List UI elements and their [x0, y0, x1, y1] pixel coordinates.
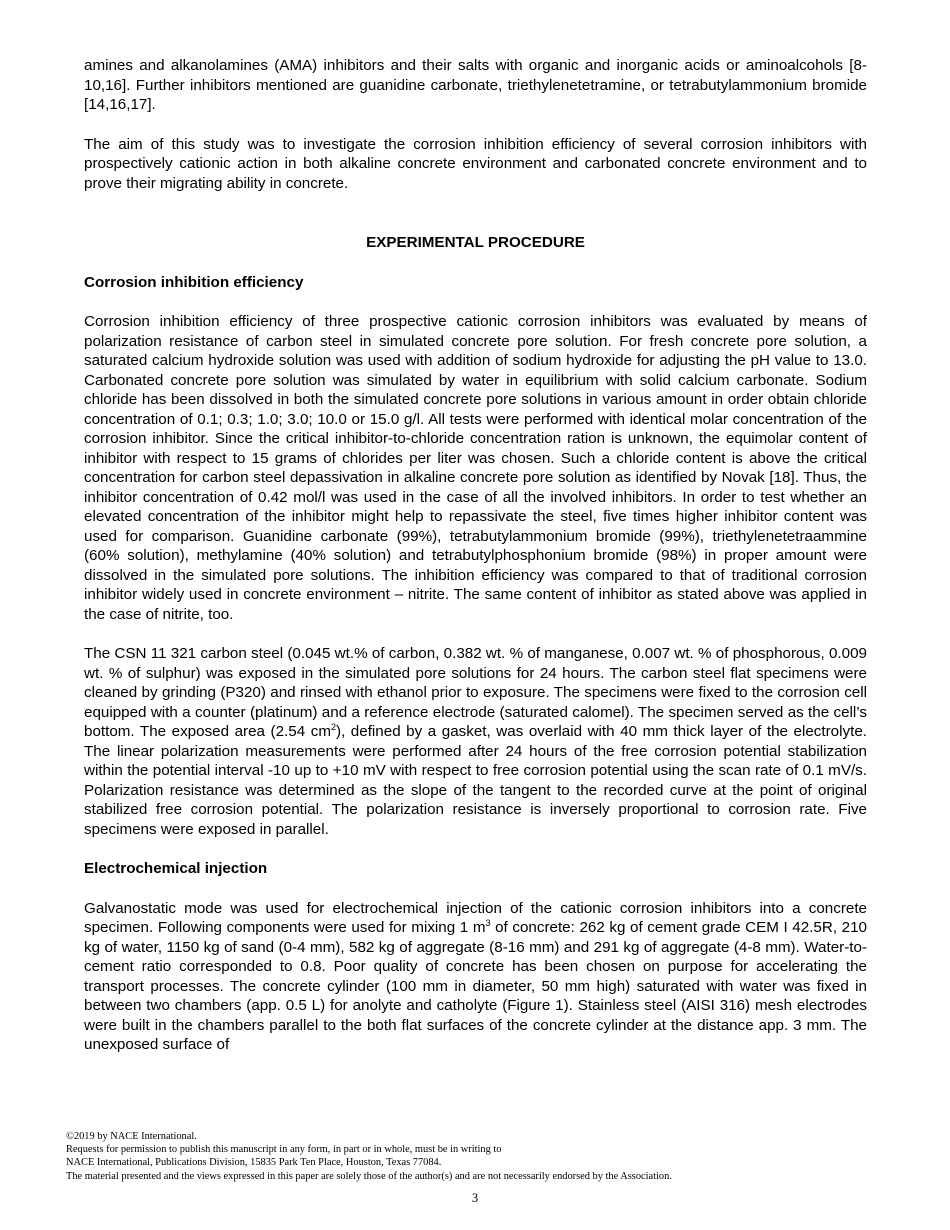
page-footer — [66, 1130, 886, 1183]
footer-copyright: ©2019 by NACE International. — [66, 1131, 197, 1142]
page-number: 3 — [471, 1191, 479, 1205]
subheading-corrosion: Corrosion inhibition efficiency — [84, 273, 304, 291]
superscript: 3 — [485, 918, 491, 928]
footer-address: NACE International, Publications Division, 15835 Park Ten Place, Houston, Texas 77084. — [66, 1157, 442, 1169]
text-span: ), defined by a gasket, was overlaid with 40 mm thick layer of the electrolyte. The linear polarization measurements were performed after 24 hours of the free corrosion potential stabilization within the potential interval -10 up to +10 mV with respect to free corrosion potential using the scan rate of 0.1 mV/s. Polarization resistance was determined as the slope of the tangent to the recorded curve at the point of original stabilized free corrosion potential. The polarization resistance is inversely proportional to corrosion rate. Five specimens were exposed in parallel. — [84, 723, 867, 838]
paragraph-steel-specimens — [84, 644, 867, 839]
footer-disclaimer: The material presented and the views expressed in this paper are solely those of the author(s) and are not necessarily endorsed by the Association. — [66, 1170, 672, 1182]
footer-permission: Requests for permission to publish this manuscript in any form, in part or in whole, must be in writing to — [66, 1144, 502, 1156]
superscript: 2 — [330, 722, 336, 732]
paragraph-aim: The aim of this study was to investigate the corrosion inhibition efficiency of several corrosion inhibitors with prospectively cationic action in both alkaline concrete environment and carbonated concrete environment and to prove their migrating ability in concrete. — [84, 135, 867, 192]
text-span: The CSN 11 321 carbon steel (0.045 wt.% of carbon, 0.382 wt. % of manganese, 0.007 wt. % of phosphorous, 0.009 wt. % of sulphur) was exposed in the simulated pore solutions for 24 hours. The carbon steel flat specimens were cleaned by grinding (P320) and rinsed with ethanol prior to exposure. The specimens were fixed to the corrosion cell equipped with a counter (platinum) and a reference electrode (saturated calomel). The specimen served as the cell’s bottom. The exposed area (2.54 cm — [84, 645, 867, 740]
paragraph-corrosion-method: Corrosion inhibition efficiency of three prospective cationic corrosion inhibitors was evaluated by means of polarization resistance of carbon steel in simulated concrete pore solution. For fresh concrete pore solution, a saturated calcium hydroxide solution was used with addition of sodium hydroxide for adjusting the pH value to 13.0. Carbonated concrete pore solution was simulated by water in equilibrium with solid calcium carbonate. Sodium chloride has been dissolved in both the simulated concrete pore solutions in various amount in order obtain chloride concentration of 0.1; 0.3; 1.0; 3.0; 10.0 or 15.0 g/l. All tests were performed with identical molar concentration of the corrosion inhibitor. Since the critical inhibitor-to-chloride concentration ration is unknown, the equimolar content of inhibitor with respect to 15 grams of chlorides per liter was chosen. Such a chloride content is above the critical concentration for carbon steel depassivation in alkaline concrete pore solution as identified by Novak [18]. Thus, the inhibitor concentration of 0.42 mol/l was used in the case of all the involved inhibitors. In order to test whether an elevated concentration of the inhibitor might help to repassivate the steel, five times higher inhibitor content was used for comparison. Guanidine carbonate (99%), tetrabutylammonium bromide (99%), triethylenetetraammine (60% solution), methylamine (40% solution) and tetrabutylphosphonium bromide (98%) in proper amount were dissolved in the simulated pore solutions. The inhibition efficiency was compared to that of traditional corrosion inhibitor widely used in concrete environment – nitrite. The same content of inhibitor as stated above was applied in the case of nitrite, too. — [84, 313, 867, 623]
subheading-injection: Electrochemical injection — [84, 860, 268, 877]
paragraph-intro-continued: amines and alkanolamines (AMA) inhibitors and their salts with organic and inorganic acids or aminoalcohols [8-10,16]. Further inhibitors mentioned are guanidine carbonate, triethylenetetramine, or tetrabutylammonium bromide [14,16,17]. — [84, 57, 867, 113]
section-heading: EXPERIMENTAL PROCEDURE — [366, 234, 585, 251]
paragraph-injection — [84, 899, 867, 1055]
page-body — [84, 56, 867, 1055]
text-span: of concrete: 262 kg of cement grade CEM I 42.5R, 210 kg of water, 1150 kg of sand (0-4 mm), 582 kg of aggregate (8-16 mm) and 291 kg of aggregate (4-8 mm). Water-to-cement ratio corresponded to 0.8. Poor quality of concrete has been chosen on purpose for accelerating the transport processes. The concrete cylinder (100 mm in diameter, 50 mm high) saturated with water was fixed in between two chambers (app. 0.5 L) for anolyte and catholyte (Figure 1). Stainless steel (AISI 316) mesh electrodes were built in the chambers parallel to the both flat surfaces of the concrete cylinder at the distance app. 3 mm. The unexposed surface of — [84, 919, 867, 1053]
text-span: Galvanostatic mode was used for electrochemical injection of the cationic corrosion inhibitors into a concrete specimen. Following components were used for mixing 1 m — [84, 899, 867, 936]
